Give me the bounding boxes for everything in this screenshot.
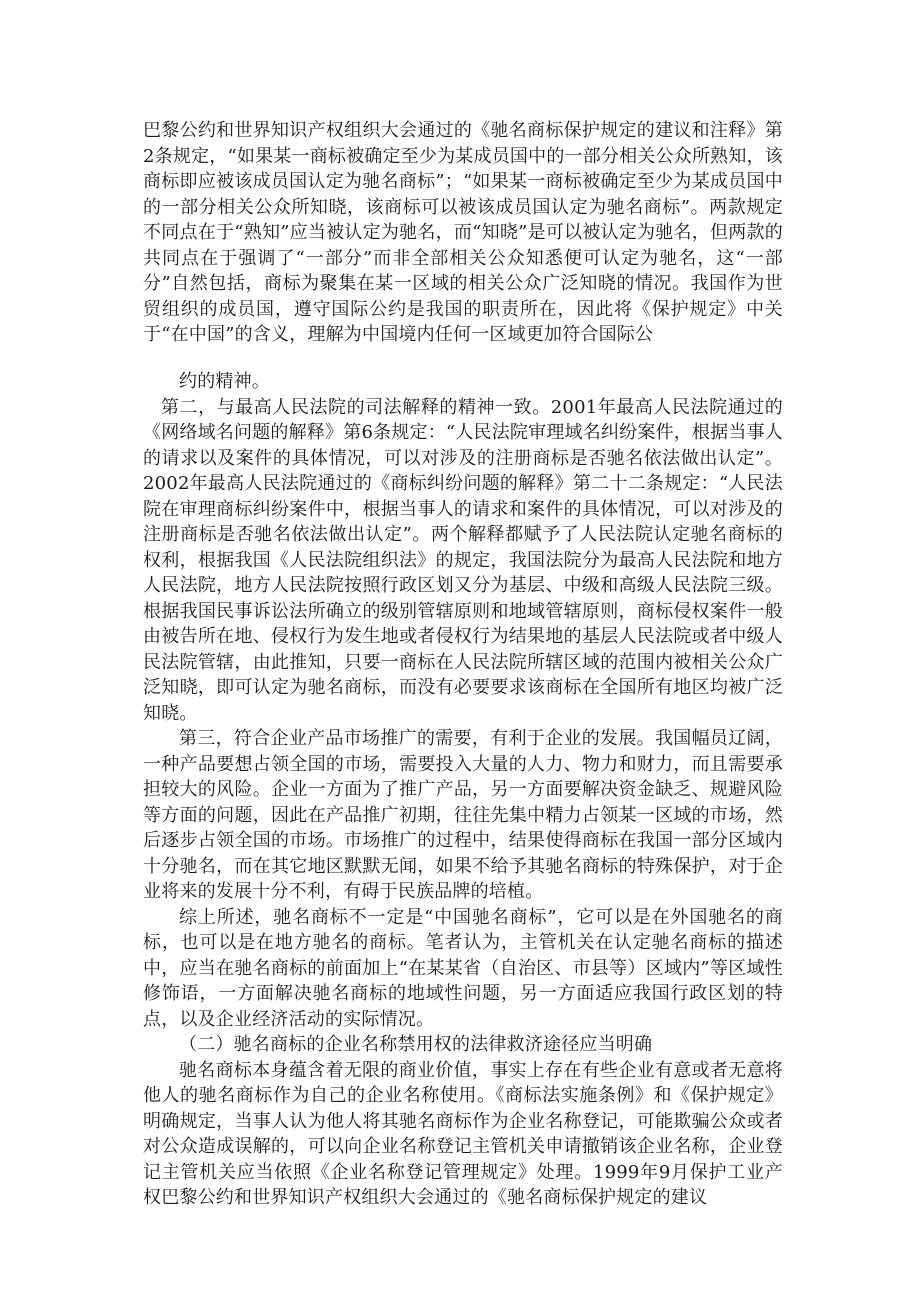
paragraph: 巴黎公约和世界知识产权组织大会通过的《驰名商标保护规定的建议和注释》第2条规定，“如果某一商标被确定至少为某成员国中的一部分相关公众所熟知，该商标即应被该成员国认定为驰名商标”；“如果某一商标被确定至少为某成员国中的一部分相关公众所知晓，该商标可以被该成员国认定为驰名商标”。两款规定不同点在于“熟知”应当被认定为驰名，而“知晓”是可以被认定为驰名，但两款的共同点在于强调了“一部分”而非全部相关公众知悉便可认定为驰名，这“一部分”自然包括，商标为聚集在某一区域的相关公众广泛知晓的情况。我国作为世贸组织的成员国，遵守国际公约是我国的职责所在，因此将《保护规定》中关于“在中国”的含义，理解为中国境内任何一区域更加符合国际公 xyxy=(143,120,783,345)
paragraph-continuation: 约的精神。 xyxy=(179,371,270,392)
section-heading: （二）驰名商标的企业名称禁用权的法律救济途径应当明确 xyxy=(179,1034,653,1055)
paragraph: 第三，符合企业产品市场推广的需要，有利于企业的发展。我国幅员辽阔，一种产品要想占领全国的市场，需要投入大量的人力、物力和财力，而且需要承担较大的风险。企业一方面为了推广产品，另一方面要解决资金缺乏、规避风险等方面的问题，因此在产品推广初期，往往先集中精力占领某一区域的市场，然后逐步占领全国的市场。市场推广的过程中，结果使得商标在我国一部分区域内十分驰名，而在其它地区默默无闻，如果不给予其驰名商标的特殊保护，对于企业将来的发展十分不利，有碍于民族品牌的培植。 xyxy=(143,728,783,902)
text-block-main xyxy=(143,369,783,1211)
text-block-top xyxy=(143,118,783,348)
paragraph: 驰名商标本身蕴含着无限的商业价值，事实上存在有些企业有意或者无意将他人的驰名商标作为自己的企业名称使用。《商标法实施条例》和《保护规定》明确规定，当事人认为他人将其驰名商标作为企业名称登记，可能欺骗公众或者对公众造成误解的，可以向企业名称登记主管机关申请撤销该企业名称，企业登记主管机关应当依照《企业名称登记管理规定》处理。1999年9月保护工业产权巴黎公约和世界知识产权组织大会通过的《驰名商标保护规定的建议 xyxy=(143,1059,783,1208)
paragraph: 综上所述，驰名商标不一定是“中国驰名商标”，它可以是在外国驰名的商标，也可以是在地方驰名的商标。笔者认为，主管机关在认定驰名商标的描述中，应当在驰名商标的前面加上“在某某省（自治区、市县等）区域内”等区域性修饰语，一方面解决驰名商标的地域性问题，另一方面适应我国行政区划的特点，以及企业经济活动的实际情况。 xyxy=(143,906,783,1030)
paragraph: 第二，与最高人民法院的司法解释的精神一致。2001年最高人民法院通过的《网络域名问题的解释》第6条规定：“人民法院审理域名纠纷案件，根据当事人的请求以及案件的具体情况，可以对涉及的注册商标是否驰名依法做出认定”。2002年最高人民法院通过的《商标纠纷问题的解释》第二十二条规定：“人民法院在审理商标纠纷案件中，根据当事人的请求和案件的具体情况，可以对涉及的注册商标是否驰名依法做出认定”。两个解释都赋予了人民法院认定驰名商标的权利，根据我国《人民法院组织法》的规定，我国法院分为最高人民法院和地方人民法院，地方人民法院按照行政区划又分为基层、中级和高级人民法院三级。根据我国民事诉讼法所确立的级别管辖原则和地域管辖原则，商标侵权案件一般由被告所在地、侵权行为发生地或者侵权行为结果地的基层人民法院或者中级人民法院管辖，由此推知，只要一商标在人民法院所辖区域的范围内被相关公众广泛知晓，即可认定为驰名商标，而没有必要要求该商标在全国所有地区均被广泛知晓。 xyxy=(143,396,783,724)
